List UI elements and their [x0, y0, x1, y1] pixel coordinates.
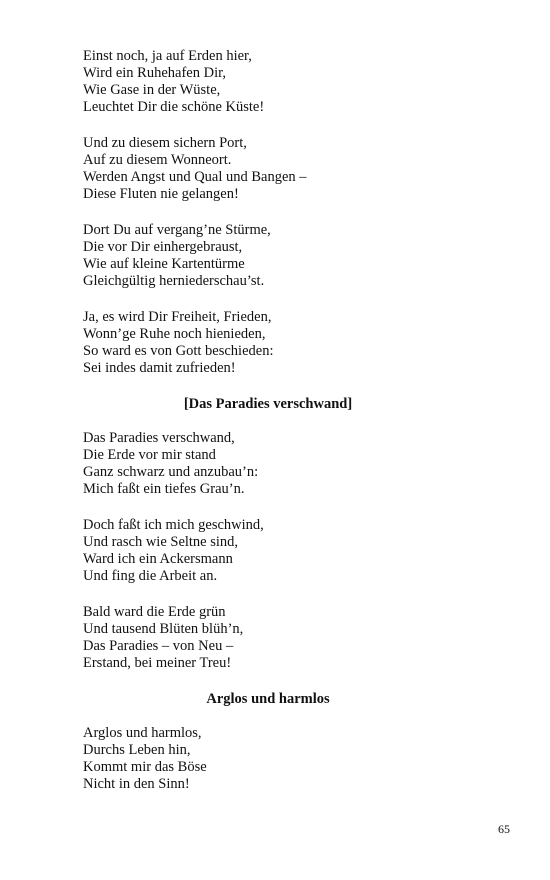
verse-line: Die vor Dir einhergebraust, [83, 239, 243, 255]
verse-line: Kommt mir das Böse [83, 759, 207, 775]
verse-line: Und zu diesem sichern Port, [83, 135, 247, 151]
stanza [83, 517, 483, 585]
verse-line: Wird ein Ruhehafen Dir, [83, 65, 226, 81]
page-content [83, 48, 483, 812]
verse-line: Und fing die Arbeit an. [83, 568, 218, 584]
verse-line: So ward es von Gott beschieden: [83, 343, 274, 359]
verse-line: Wie auf kleine Kartentürme [83, 256, 245, 272]
poem [83, 396, 483, 672]
stanza [83, 48, 483, 116]
verse-line: Auf zu diesem Wonneort. [83, 152, 232, 168]
stanza [83, 725, 483, 793]
poem [83, 48, 483, 377]
verse-line: Wie Gase in der Wüste, [83, 82, 221, 98]
poem-title: [Das Paradies verschwand] [183, 396, 353, 412]
verse-line: Gleichgültig herniederschau’st. [83, 273, 265, 289]
verse-line: Arglos und harmlos, [83, 725, 202, 741]
verse-line: Und rasch wie Seltne sind, [83, 534, 239, 550]
stanza [83, 135, 483, 203]
verse-line: Und tausend Blüten blüh’n, [83, 621, 244, 637]
stanza [83, 604, 483, 672]
poem-title: Arglos und harmlos [206, 691, 330, 707]
verse-line: Ward ich ein Ackersmann [83, 551, 233, 567]
verse-line: Sei indes damit zufrieden! [83, 360, 236, 376]
verse-line: Bald ward die Erde grün [83, 604, 226, 620]
page-number: 65 [498, 822, 510, 836]
verse-line: Mich faßt ein tiefes Grau’n. [83, 481, 245, 497]
verse-line: Das Paradies – von Neu – [83, 638, 234, 654]
verse-line: Durchs Leben hin, [83, 742, 191, 758]
verse-line: Doch faßt ich mich geschwind, [83, 517, 264, 533]
verse-line: Wonn’ge Ruhe noch hienieden, [83, 326, 266, 342]
stanza [83, 222, 483, 290]
verse-line: Ja, es wird Dir Freiheit, Frieden, [83, 309, 272, 325]
verse-line: Nicht in den Sinn! [83, 776, 190, 792]
verse-line: Erstand, bei meiner Treu! [83, 655, 232, 671]
verse-line: Leuchtet Dir die schöne Küste! [83, 99, 265, 115]
verse-line: Dort Du auf vergang’ne Stürme, [83, 222, 271, 238]
verse-line: Diese Fluten nie gelangen! [83, 186, 239, 202]
verse-line: Einst noch, ja auf Erden hier, [83, 48, 252, 64]
stanza [83, 309, 483, 377]
verse-line: Die Erde vor mir stand [83, 447, 216, 463]
verse-line: Ganz schwarz und anzubau’n: [83, 464, 259, 480]
verse-line: Das Paradies verschwand, [83, 430, 235, 446]
verse-line: Werden Angst und Qual und Bangen – [83, 169, 307, 185]
poem [83, 691, 483, 793]
stanza [83, 430, 483, 498]
